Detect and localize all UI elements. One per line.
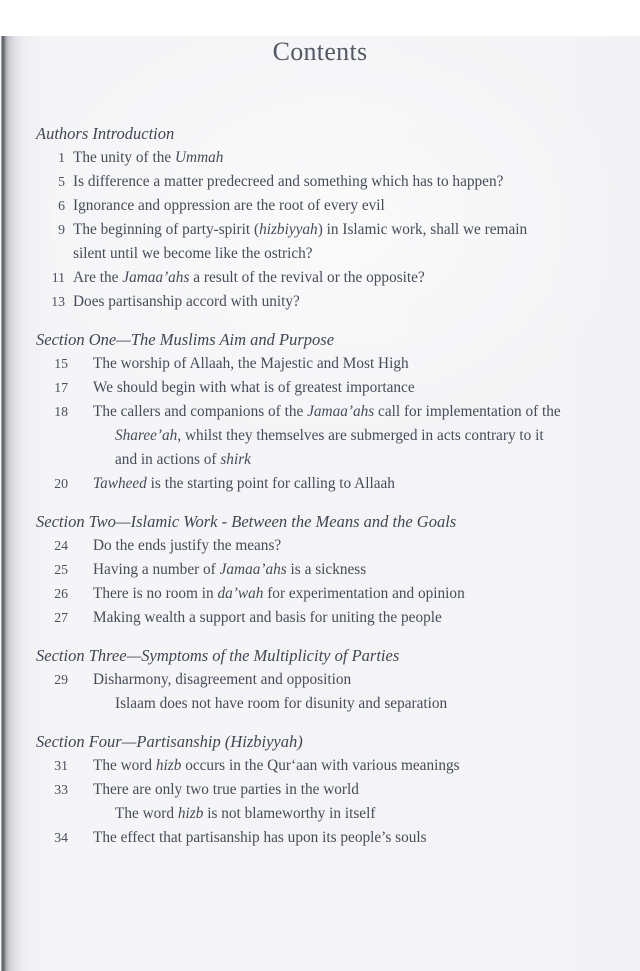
toc-entry [36,352,614,376]
toc-entry [36,826,614,850]
entry-page-number [36,242,65,266]
entry-page-number: 17 [54,380,68,395]
entry-line [36,472,614,496]
toc-entry [36,778,614,826]
entry-line [36,170,614,194]
entry-page-number: 29 [54,672,68,687]
toc-entry [36,754,614,778]
entry-page-number [36,424,68,448]
entry-line [36,826,614,850]
entry-text: The word hizb occurs in the Qur‘aan with various meanings [93,757,460,774]
entry-text: Having a number of Jamaa’ahs is a sickness [93,561,367,578]
entry-text: silent until we become like the ostrich? [73,245,313,262]
entry-text: The beginning of party-spirit (hizbiyyah) in Islamic work, shall we remain [73,221,528,238]
entry-line [36,400,614,424]
entry-line [36,582,614,606]
entry-text: Do the ends justify the means? [93,537,282,554]
entry-page-number: 31 [54,758,68,773]
entry-text: Is difference a matter predecreed and something which has to happen? [73,173,504,190]
entry-continuation-line [36,242,614,266]
entry-text: There are only two true parties in the world [93,781,359,798]
entry-text: The unity of the Ummah [73,149,224,166]
entry-page-number: 33 [54,782,68,797]
entry-line [36,218,614,242]
entry-text: The callers and companions of the Jamaa’ahs call for implementation of the [93,403,561,420]
entry-text: Disharmony, disagreement and opposition [93,671,352,688]
entry-page-number: 26 [54,586,68,601]
toc-section [36,730,614,850]
entry-line [36,668,614,692]
entry-text: The word hizb is not blameworthy in itself [115,805,376,822]
entry-page-number: 24 [54,538,68,553]
entry-page-number: 9 [58,222,65,237]
toc-section [36,510,614,630]
table-of-contents [0,122,640,850]
page-title: Contents [272,37,368,66]
entry-text: Tawheed is the starting point for calling to Allaah [93,475,395,492]
entry-line [36,558,614,582]
entry-line [36,146,614,170]
entry-text: The effect that partisanship has upon its people’s souls [93,829,427,846]
book-page [0,36,640,971]
toc-section [36,122,614,314]
toc-entry [36,170,614,194]
entry-page-number: 13 [51,294,65,309]
entry-line [36,290,614,314]
entry-page-number: 34 [54,830,68,845]
entry-page-number: 18 [54,404,68,419]
toc-entry [36,266,614,290]
toc-entry [36,582,614,606]
entry-page-number: 1 [58,150,65,165]
toc-entry [36,472,614,496]
entry-page-number [36,692,68,716]
entry-text: Islaam does not have room for disunity and separation [115,695,448,712]
entry-continuation-line [36,692,614,716]
toc-section [36,328,614,496]
toc-entry [36,400,614,472]
entry-text: Ignorance and oppression are the root of every evil [73,197,385,214]
entry-line [36,376,614,400]
toc-entry [36,290,614,314]
section-heading: Section One—The Muslims Aim and Purpose [36,330,335,349]
toc-entry [36,218,614,266]
entry-text: Sharee’ah, whilst they themselves are submerged in acts contrary to it [115,427,544,444]
toc-entry [36,376,614,400]
entry-line [36,778,614,802]
entry-text: Does partisanship accord with unity? [73,293,300,310]
entry-page-number: 20 [54,476,68,491]
entry-line [36,352,614,376]
toc-entry [36,668,614,716]
toc-entry [36,534,614,558]
entry-page-number: 27 [54,610,68,625]
entry-continuation-line [36,424,614,448]
toc-entry [36,558,614,582]
entry-page-number [36,802,68,826]
entry-text: and in actions of shirk [115,451,251,468]
toc-section [36,644,614,716]
toc-entry [36,194,614,218]
entry-line [36,534,614,558]
entry-line [36,266,614,290]
entry-text: Are the Jamaa’ahs a result of the revival or the opposite? [73,269,425,286]
toc-entry [36,146,614,170]
entry-page-number: 25 [54,562,68,577]
section-heading: Section Two—Islamic Work - Between the Means and the Goals [36,512,457,531]
entry-page-number: 11 [51,270,65,285]
entry-line [36,754,614,778]
entry-text: There is no room in da’wah for experimentation and opinion [93,585,465,602]
entry-text: The worship of Allaah, the Majestic and Most High [93,355,409,372]
toc-entry [36,606,614,630]
entry-text: Making wealth a support and basis for uniting the people [93,609,442,626]
entry-page-number: 15 [54,356,68,371]
section-heading: Section Four—Partisanship (Hizbiyyah) [36,732,303,751]
entry-continuation-line [36,802,614,826]
entry-text: We should begin with what is of greatest importance [93,379,415,396]
entry-page-number: 6 [58,198,65,213]
entry-page-number [36,448,68,472]
entry-continuation-line [36,448,614,472]
section-heading: Section Three—Symptoms of the Multiplicity of Parties [36,646,400,665]
section-heading: Authors Introduction [36,124,175,143]
entry-page-number: 5 [58,174,65,189]
entry-line [36,606,614,630]
entry-line [36,194,614,218]
book-spine-shadow [0,36,34,971]
